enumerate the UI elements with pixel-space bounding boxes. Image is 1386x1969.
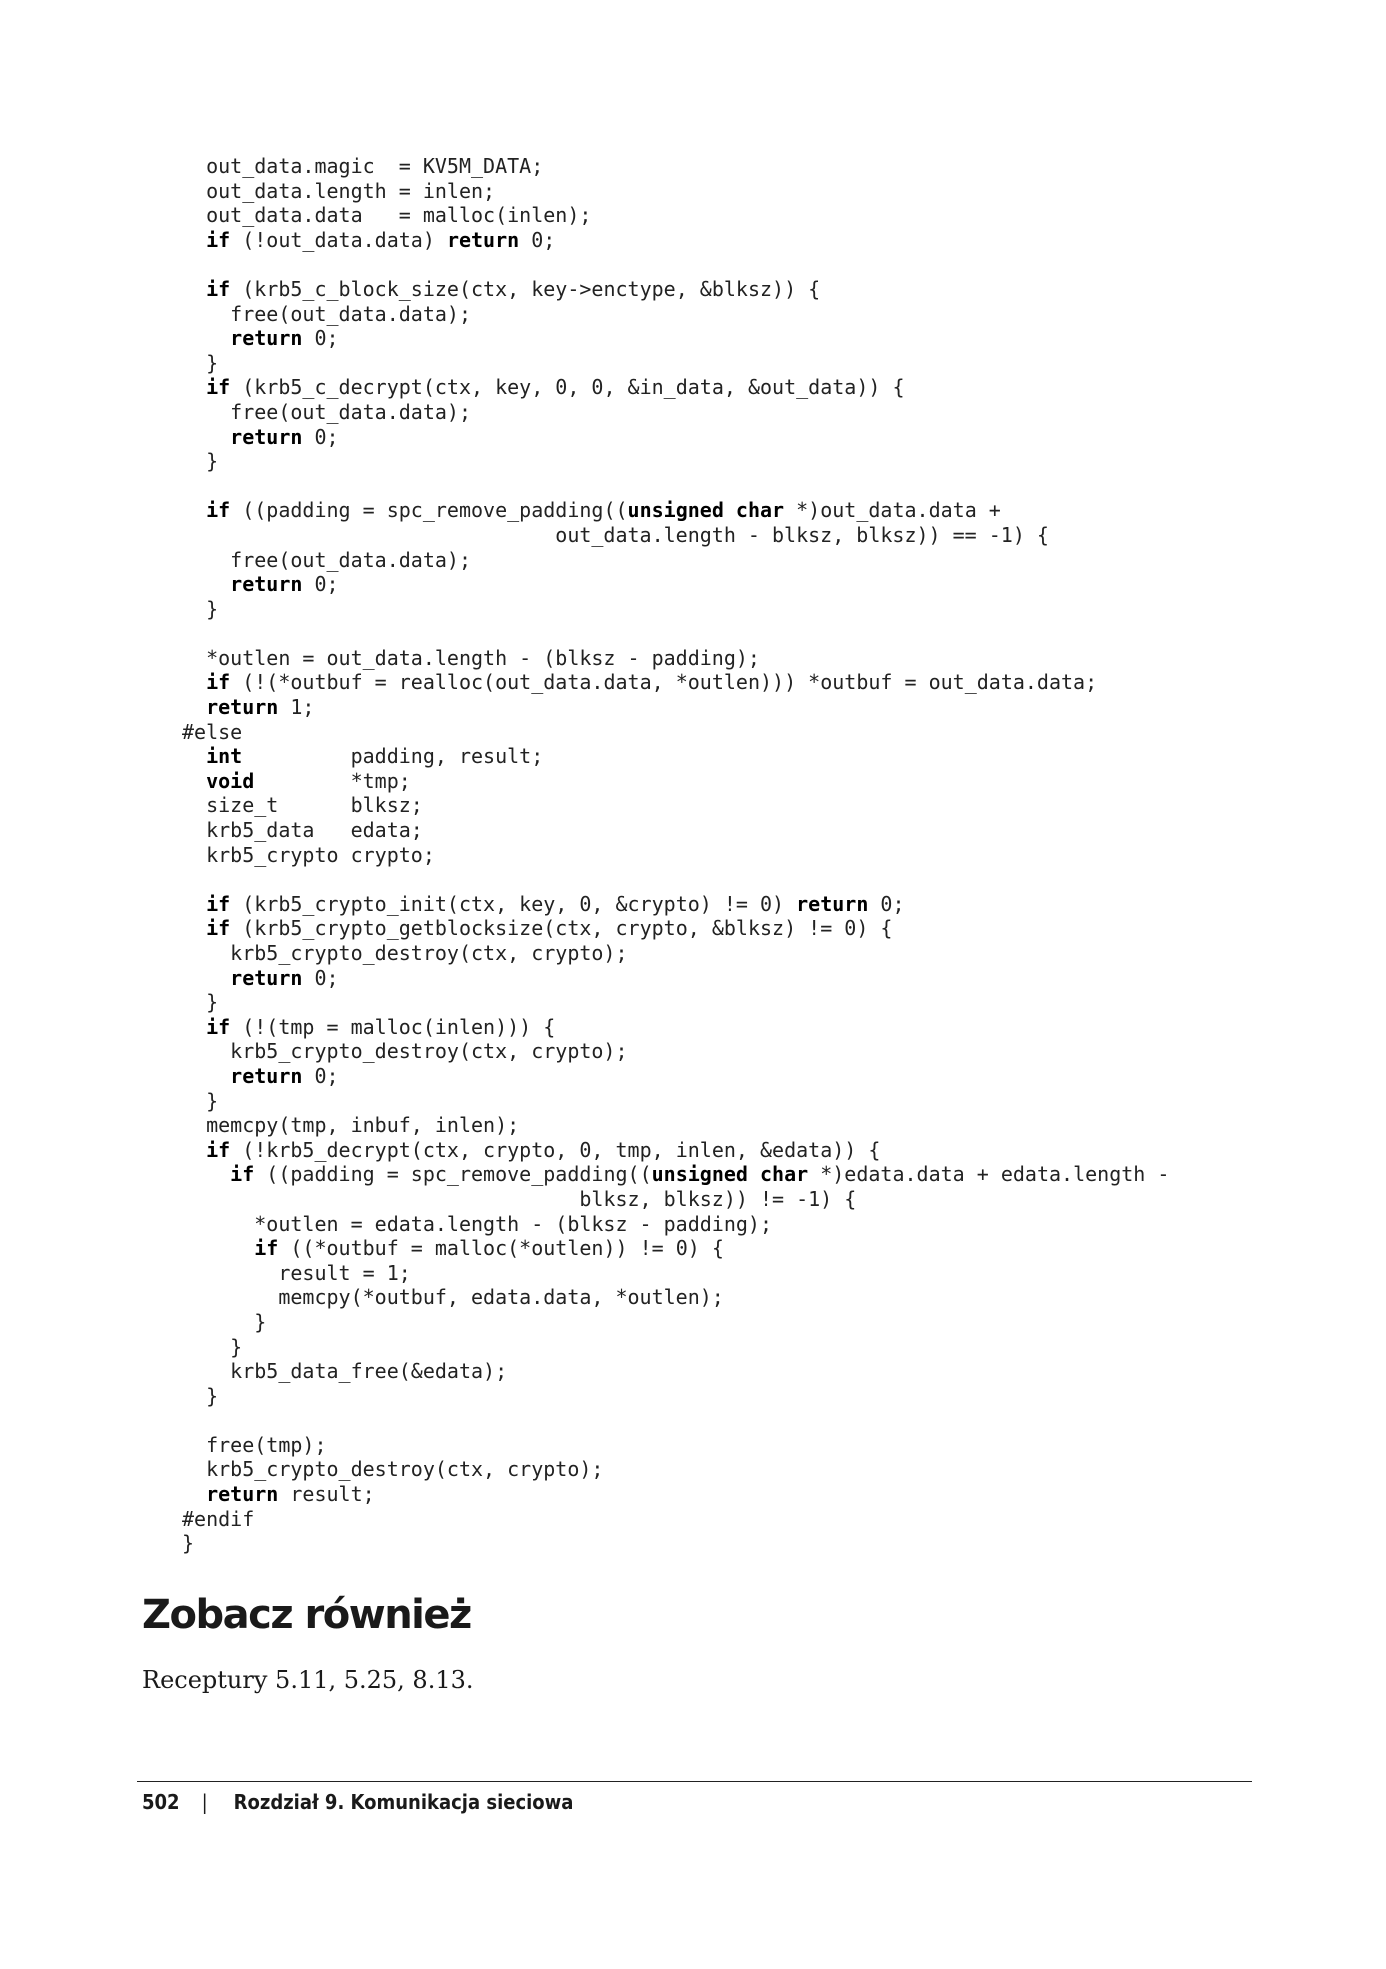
code-line: [182, 1408, 1302, 1433]
code-keyword: unsigned: [627, 498, 724, 523]
page-number: 502: [142, 1790, 180, 1814]
code-text: memcpy(*outbuf, edata.data, *outlen);: [182, 1285, 724, 1310]
code-line: [182, 744, 1302, 769]
code-text: (!krb5_decrypt(ctx, crypto, 0, tmp, inlen, &edata)) {: [230, 1137, 881, 1162]
code-text: (krb5_crypto_getblocksize(ctx, crypto, &blksz) != 0) {: [230, 916, 893, 941]
code-line: [182, 793, 1302, 818]
code-text: (krb5_c_block_size(ctx, key->enctype, &blksz)) {: [230, 276, 821, 301]
code-text: padding, result;: [242, 744, 544, 769]
code-keyword: return: [206, 1482, 279, 1507]
code-keyword: return: [230, 965, 303, 990]
code-line: [182, 277, 1302, 302]
code-line: [182, 179, 1302, 204]
code-keyword: if: [206, 276, 231, 301]
code-text: (krb5_c_decrypt(ctx, key, 0, 0, &in_data, &out_data)) {: [230, 375, 905, 400]
code-line: [182, 670, 1302, 695]
code-text: krb5_crypto_destroy(ctx, crypto);: [182, 1039, 628, 1064]
code-text: free(out_data.data);: [182, 399, 471, 424]
code-text: (!out_data.data): [230, 227, 447, 252]
code-text: [182, 326, 230, 350]
code-text: }: [182, 1383, 219, 1408]
code-line: [182, 1015, 1302, 1040]
code-text: 0;: [519, 227, 556, 252]
code-text: krb5_data edata;: [182, 818, 423, 843]
code-text: }: [182, 1309, 267, 1334]
code-text: [182, 375, 206, 399]
code-line: [182, 621, 1302, 646]
code-text: out_data.length - blksz, blksz)) == -1) {: [182, 522, 1049, 547]
code-line: [182, 375, 1302, 400]
code-keyword: if: [254, 1236, 279, 1261]
code-line: [182, 1162, 1302, 1187]
code-line: [182, 720, 1302, 745]
code-text: free(out_data.data);: [182, 301, 471, 326]
code-text: 0;: [302, 326, 339, 351]
code-text: result;: [278, 1482, 375, 1507]
code-text: 0;: [868, 891, 905, 916]
code-text: [182, 966, 230, 990]
code-text: [182, 695, 206, 719]
code-text: [182, 744, 206, 768]
code-line: [182, 252, 1302, 277]
code-line: [182, 1064, 1302, 1089]
code-line: [182, 990, 1302, 1015]
code-line: [182, 1039, 1302, 1064]
code-text: }: [182, 449, 219, 474]
code-line: [182, 1384, 1302, 1409]
code-text: blksz, blksz)) != -1) {: [182, 1186, 857, 1211]
code-line: [182, 1138, 1302, 1163]
code-text: [182, 572, 230, 596]
code-text: free(tmp);: [182, 1432, 327, 1457]
code-text: [182, 916, 206, 940]
chapter-title: Rozdział 9. Komunikacja sieciowa: [233, 1790, 574, 1814]
code-text: [182, 1236, 254, 1260]
code-keyword: return: [230, 572, 303, 597]
code-text: }: [182, 1531, 195, 1556]
code-text: ((*outbuf = malloc(*outlen)) != 0) {: [278, 1236, 724, 1261]
code-keyword: return: [230, 424, 303, 449]
code-line: [182, 203, 1302, 228]
code-keyword: char: [760, 1162, 809, 1187]
code-text: *)out_data.data +: [784, 498, 1001, 523]
code-line: [182, 326, 1302, 351]
code-text: out_data.magic = KV5M_DATA;: [182, 154, 544, 178]
code-text: size_t blksz;: [182, 793, 423, 818]
code-line: [182, 695, 1302, 720]
code-line: [182, 154, 1302, 179]
code-line: [182, 597, 1302, 622]
code-text: #endif: [182, 1506, 255, 1531]
code-line: [182, 1089, 1302, 1114]
code-text: [182, 1138, 206, 1162]
code-keyword: void: [206, 768, 255, 793]
code-text: 0;: [302, 1063, 339, 1088]
code-line: [182, 966, 1302, 991]
code-keyword: return: [230, 1063, 303, 1088]
code-line: [182, 1433, 1302, 1458]
code-line: [182, 523, 1302, 548]
code-keyword: return: [230, 326, 303, 351]
footer-divider: [137, 1781, 1252, 1782]
code-line: [182, 843, 1302, 868]
code-line: [182, 646, 1302, 671]
code-line: [182, 916, 1302, 941]
code-text: result = 1;: [182, 1260, 411, 1285]
code-line: [182, 1457, 1302, 1482]
code-text: ((padding = spc_remove_padding((: [254, 1162, 652, 1187]
code-text: krb5_crypto_destroy(ctx, crypto);: [182, 1457, 604, 1482]
code-line: [182, 1285, 1302, 1310]
code-text: 1;: [278, 695, 315, 720]
code-text: [182, 670, 206, 694]
footer-separator: |: [201, 1790, 208, 1814]
code-text: free(out_data.data);: [182, 547, 471, 572]
page-footer: [142, 1790, 573, 1814]
code-keyword: return: [446, 227, 520, 252]
code-line: [182, 941, 1302, 966]
code-line: [182, 1113, 1302, 1138]
code-text: [748, 1162, 760, 1186]
code-text: [182, 498, 206, 522]
code-text: 0;: [302, 965, 339, 990]
code-text: }: [182, 1088, 219, 1113]
code-line: [182, 1236, 1302, 1261]
code-text: [724, 498, 736, 522]
code-text: (krb5_crypto_init(ctx, key, 0, &crypto) != 0): [230, 891, 797, 916]
code-line: [182, 572, 1302, 597]
section-heading: Zobacz również: [142, 1592, 471, 1638]
code-line: [182, 818, 1302, 843]
code-line: [182, 400, 1302, 425]
code-text: krb5_crypto_destroy(ctx, crypto);: [182, 941, 628, 965]
code-text: }: [182, 350, 219, 375]
code-keyword: if: [206, 498, 231, 523]
code-line: [182, 867, 1302, 892]
code-text: *tmp;: [254, 768, 411, 793]
code-keyword: if: [206, 375, 231, 400]
code-text: krb5_crypto crypto;: [182, 842, 435, 867]
code-keyword: char: [735, 498, 785, 523]
see-also-text: Receptury 5.11, 5.25, 8.13.: [142, 1666, 474, 1694]
code-text: out_data.length = inlen;: [182, 178, 496, 203]
code-text: ((padding = spc_remove_padding((: [230, 498, 628, 523]
code-line: [182, 474, 1302, 499]
code-text: *outlen = edata.length - (blksz - padding);: [182, 1211, 773, 1236]
code-text: [182, 769, 206, 793]
code-text: memcpy(tmp, inbuf, inlen);: [182, 1113, 520, 1138]
code-keyword: if: [206, 1137, 231, 1162]
code-text: [182, 1015, 206, 1039]
code-text: 0;: [302, 424, 339, 449]
code-line: [182, 1187, 1302, 1212]
code-text: krb5_data_free(&edata);: [182, 1359, 508, 1384]
code-line: [182, 548, 1302, 573]
code-text: }: [182, 1334, 243, 1359]
code-line: [182, 1482, 1302, 1507]
code-text: 0;: [302, 572, 339, 597]
code-keyword: return: [796, 891, 869, 916]
code-line: [182, 302, 1302, 327]
code-line: [182, 1261, 1302, 1286]
code-line: [182, 425, 1302, 450]
code-text: [182, 1482, 206, 1506]
code-text: }: [182, 990, 219, 1015]
code-keyword: if: [230, 1162, 255, 1187]
code-line: [182, 1212, 1302, 1237]
code-listing: [182, 154, 1302, 1556]
code-line: [182, 351, 1302, 376]
code-keyword: unsigned: [651, 1162, 748, 1187]
code-text: [182, 1064, 230, 1088]
code-text: [182, 277, 206, 301]
code-keyword: if: [206, 916, 231, 941]
code-text: #else: [182, 719, 243, 744]
code-line: [182, 892, 1302, 917]
code-text: (!(tmp = malloc(inlen))) {: [230, 1014, 556, 1039]
code-keyword: if: [206, 891, 231, 916]
code-text: [182, 892, 206, 916]
code-text: [182, 228, 206, 252]
code-keyword: if: [206, 670, 231, 695]
code-line: [182, 1531, 1302, 1556]
code-line: [182, 1335, 1302, 1360]
code-keyword: if: [206, 227, 231, 252]
code-line: [182, 1359, 1302, 1384]
code-line: [182, 228, 1302, 253]
code-line: [182, 769, 1302, 794]
code-line: [182, 498, 1302, 523]
code-text: (!(*outbuf = realloc(out_data.data, *outlen))) *outbuf = out_data.data;: [230, 670, 1098, 695]
code-line: [182, 1507, 1302, 1532]
code-text: *outlen = out_data.length - (blksz - padding);: [182, 645, 760, 670]
code-line: [182, 449, 1302, 474]
code-text: [182, 425, 230, 449]
code-line: [182, 1310, 1302, 1335]
code-text: *)edata.data + edata.length -: [808, 1162, 1170, 1187]
code-keyword: return: [206, 695, 279, 720]
code-keyword: int: [206, 744, 243, 769]
code-text: }: [182, 596, 219, 621]
code-keyword: if: [206, 1014, 231, 1039]
code-text: [182, 1162, 230, 1186]
code-text: out_data.data = malloc(inlen);: [182, 203, 592, 228]
